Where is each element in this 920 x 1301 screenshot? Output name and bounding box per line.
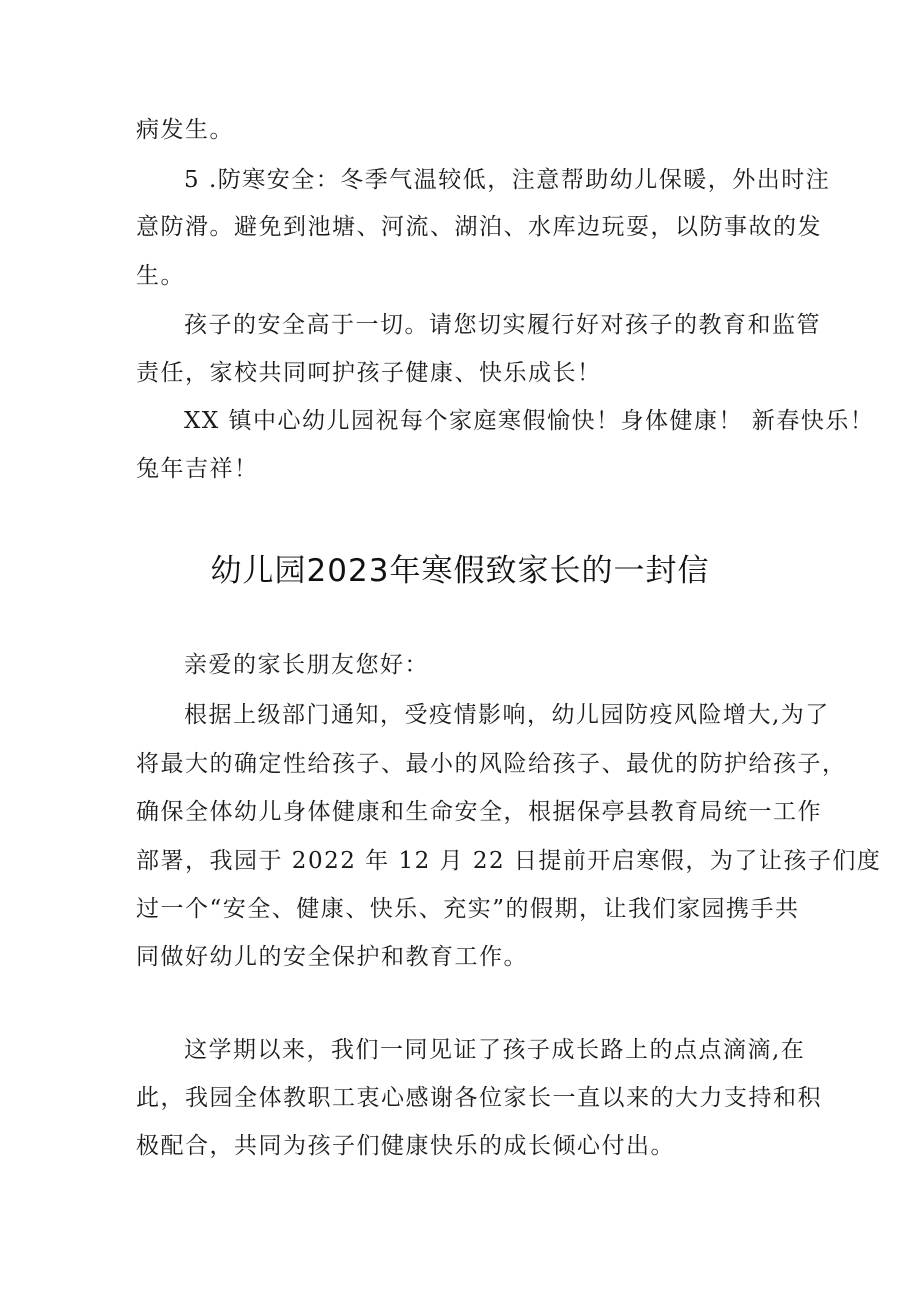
text-line: 兔年吉祥！ <box>136 456 259 482</box>
text-line: 病发生。 <box>136 117 234 143</box>
text-line: 5 .防寒安全：冬季气温较低，注意帮助幼儿保暖，外出时注 <box>184 167 831 193</box>
text-line: 这学期以来，我们一同见证了孩子成长路上的点点滴滴,在 <box>184 1037 806 1063</box>
text-line: 生。 <box>136 263 185 289</box>
page-title: 幼儿园2023年寒假致家长的一封信 <box>210 553 710 589</box>
text-line: 过一个“安全、健康、快乐、充实”的假期，让我们家园携手共 <box>136 896 800 922</box>
salutation: 亲爱的家长朋友您好： <box>184 652 429 678</box>
text-line: 意防滑。避免到池塘、河流、湖泊、水库边玩耍，以防事故的发 <box>136 214 822 240</box>
text-line: 将最大的确定性给孩子、最小的风险给孩子、最优的防护给孩子， <box>136 751 847 777</box>
text-line: 责任，家校共同呵护孩子健康、快乐成长！ <box>136 360 602 386</box>
text-line: 确保全体幼儿身体健康和生命安全，根据保亭县教育局统一工作 <box>136 799 822 825</box>
text-line: 根据上级部门通知，受疫情影响，幼儿园防疫风险增大,为了 <box>184 702 830 728</box>
text-line: 同做好幼儿的安全保护和教育工作。 <box>136 944 528 970</box>
text-line: XX 镇中心幼儿园祝每个家庭寒假愉快！身体健康！ 新春快乐！ <box>184 408 875 434</box>
text-line: 极配合，共同为孩子们健康快乐的成长倾心付出。 <box>136 1133 675 1159</box>
text-line: 此，我园全体教职工衷心感谢各位家长一直以来的大力支持和积 <box>136 1085 822 1111</box>
text-line: 部署，我园于 2022 年 12 月 22 日提前开启寒假，为了让孩子们度 <box>136 848 882 874</box>
text-line: 孩子的安全高于一切。请您切实履行好对孩子的教育和监管 <box>184 312 821 338</box>
